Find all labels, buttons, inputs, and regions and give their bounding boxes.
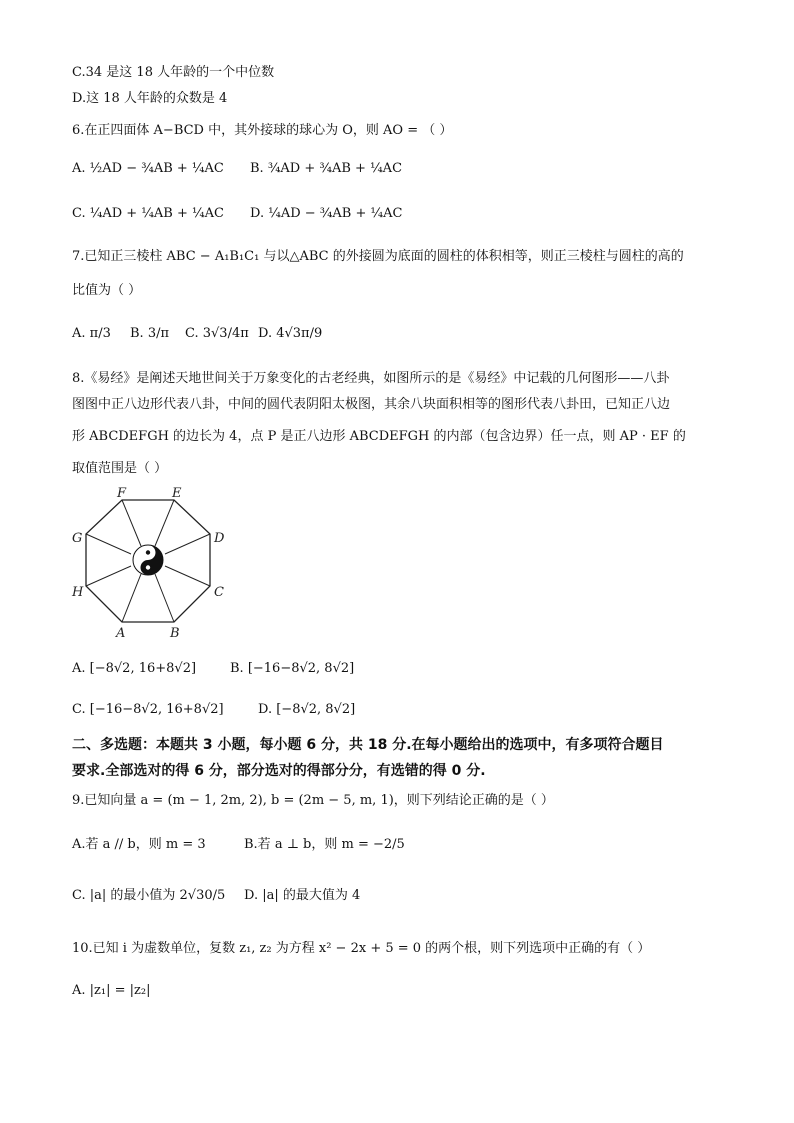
- section2-heading-line2: 要求.全部选对的得 6 分，部分选对的得部分分，有选错的得 0 分.: [72, 763, 486, 779]
- q7-option-c: C. 3√3/4π: [185, 326, 249, 341]
- label-f: F: [117, 486, 127, 501]
- label-a: A: [116, 626, 126, 641]
- q8-stem-line3: 形 ABCDEFGH 的边长为 4，点 P 是正八边形 ABCDEFGH 的内部（包含边界）任一点，则 AP · EF 的: [72, 429, 686, 444]
- label-h: H: [72, 585, 84, 600]
- q9-option-b: B.若 a ⊥ b，则 m = −2/5: [244, 837, 405, 852]
- label-d: D: [214, 531, 225, 546]
- q8-stem-line2: 图图中正八边形代表八卦，中间的圆代表阴阳太极图，其余八块面积相等的图形代表八卦田，已知正八边: [72, 397, 671, 412]
- q8-option-d: D. [−8√2, 8√2]: [258, 702, 356, 717]
- q7-stem-line1: 7.已知正三棱柱 ABC − A₁B₁C₁ 与以△ABC 的外接圆为底面的圆柱的体积相等，则正三棱柱与圆柱的高的: [72, 249, 684, 264]
- q5-option-c: C.34 是这 18 人年龄的一个中位数: [72, 65, 275, 80]
- q7-stem-line2: 比值为（ ）: [72, 283, 142, 298]
- q8-option-a: A. [−8√2, 16+8√2]: [72, 661, 197, 676]
- q6-option-b: B. ¾AD + ¾AB + ¼AC: [250, 161, 403, 176]
- yin-yang-icon: [133, 545, 163, 575]
- q10-option-a: A. |z₁| = |z₂|: [72, 983, 151, 998]
- q8-option-b: B. [−16−8√2, 8√2]: [230, 661, 355, 676]
- label-e: E: [172, 486, 182, 501]
- q6-option-a: A. ½AD − ¾AB + ¼AC: [72, 161, 224, 176]
- label-b: B: [170, 626, 180, 641]
- q6-stem: 6.在正四面体 A−BCD 中，其外接球的球心为 O，则 AO = （ ）: [72, 123, 453, 138]
- section2-heading-line1: 二、多选题：本题共 3 小题，每小题 6 分，共 18 分.在每小题给出的选项中，有多项符合题目: [72, 737, 664, 753]
- q7-option-d: D. 4√3π/9: [258, 326, 323, 341]
- label-g: G: [72, 531, 83, 546]
- label-c: C: [214, 585, 224, 600]
- q5-option-d: D.这 18 人年龄的众数是 4: [72, 91, 228, 106]
- q6-option-d: D. ¼AD − ¾AB + ¼AC: [250, 206, 403, 221]
- q8-stem-line1: 8.《易经》是阐述天地世间关于万象变化的古老经典，如图所示的是《易经》中记载的几何图形——八卦: [72, 371, 670, 386]
- q8-option-c: C. [−16−8√2, 16+8√2]: [72, 702, 224, 717]
- q7-option-a: A. π/3: [72, 326, 111, 341]
- q9-option-a: A.若 a // b，则 m = 3: [72, 837, 206, 852]
- bagua-octagon-figure: [68, 486, 238, 644]
- q8-stem-line4: 取值范围是（ ）: [72, 461, 168, 476]
- q10-stem: 10.已知 i 为虚数单位，复数 z₁, z₂ 为方程 x² − 2x + 5 = 0 的两个根，则下列选项中正确的有（ ）: [72, 941, 651, 956]
- q9-option-d: D. |a| 的最大值为 4: [244, 888, 361, 903]
- q6-option-c: C. ¼AD + ¼AB + ¼AC: [72, 206, 224, 221]
- q7-option-b: B. 3/π: [130, 326, 170, 341]
- q9-option-c: C. |a| 的最小值为 2√30/5: [72, 888, 226, 903]
- q9-stem: 9.已知向量 a = (m − 1, 2m, 2), b = (2m − 5, m, 1)，则下列结论正确的是（ ）: [72, 793, 554, 808]
